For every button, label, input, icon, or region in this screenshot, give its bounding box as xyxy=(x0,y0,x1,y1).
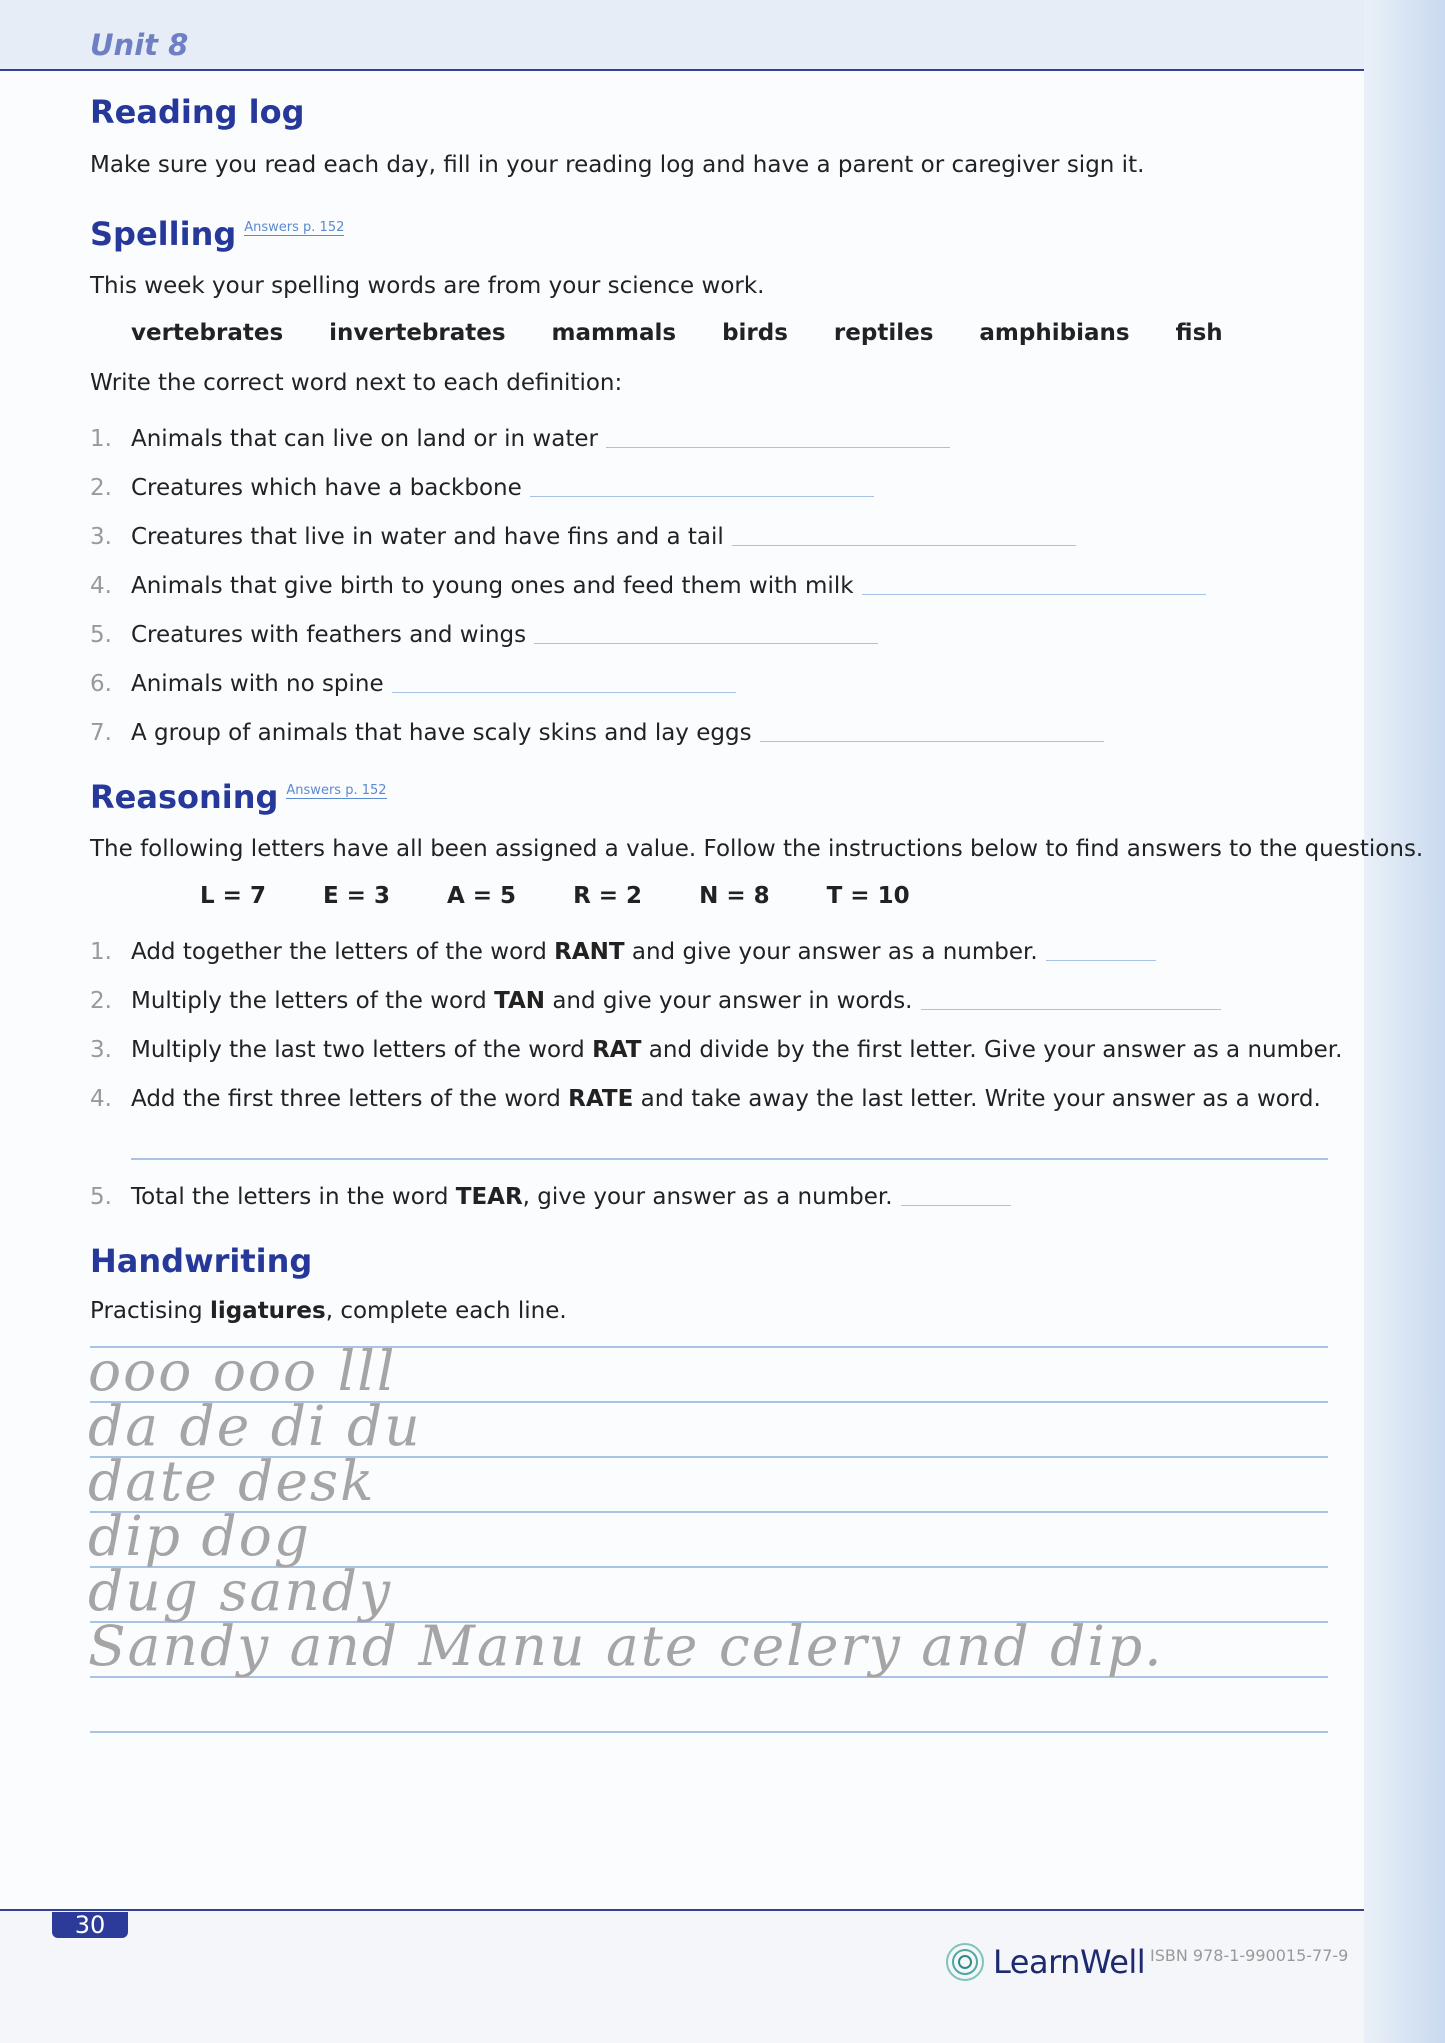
isbn: ISBN 978-1-990015-77-9 xyxy=(1150,1946,1349,1965)
spelling-instruction: Write the correct word next to each definition: xyxy=(90,370,623,396)
publisher-logo xyxy=(945,1942,1145,1982)
spelling-question xyxy=(90,720,1104,746)
letter-value: T = 10 xyxy=(826,883,910,909)
spelling-title: Spelling xyxy=(90,215,237,253)
spelling-word-list xyxy=(131,320,1269,346)
question-number: 1. xyxy=(90,426,112,452)
question-number: 4. xyxy=(90,1086,112,1112)
reasoning-question xyxy=(90,988,1221,1014)
question-word: TEAR xyxy=(455,1184,523,1210)
spelling-answers-link[interactable]: Answers p. 152 xyxy=(244,220,345,235)
header-band xyxy=(0,0,1445,70)
handwriting-line: Sandy and Manu ate celery and dip. xyxy=(88,1614,1164,1678)
handwriting-line: date desk xyxy=(88,1449,376,1513)
handwriting-line: da de di du xyxy=(88,1394,422,1458)
question-number: 5. xyxy=(90,1184,112,1210)
learnwell-swirl-icon xyxy=(945,1942,985,1982)
reasoning-question xyxy=(90,1184,1011,1210)
answer-line[interactable] xyxy=(606,446,950,448)
handwriting-heading: Handwriting xyxy=(90,1242,313,1280)
letter-value: E = 3 xyxy=(322,883,390,909)
question-word: RAT xyxy=(592,1037,642,1063)
question-number: 2. xyxy=(90,988,112,1014)
answer-line[interactable] xyxy=(530,495,874,497)
side-band xyxy=(1364,0,1445,2043)
handwriting-rule xyxy=(90,1731,1328,1733)
reasoning-answers-link[interactable]: Answers p. 152 xyxy=(286,783,387,798)
answer-line[interactable] xyxy=(1046,959,1156,961)
intro-pre: Practising xyxy=(90,1298,210,1324)
question-post: and give your answer as a number. xyxy=(624,939,1038,965)
handwriting-line: ooo ooo lll xyxy=(88,1339,397,1403)
question-post: and give your answer in words. xyxy=(545,988,913,1014)
question-number: 4. xyxy=(90,573,112,599)
letter-value: A = 5 xyxy=(446,883,517,909)
spelling-word: fish xyxy=(1175,320,1223,346)
question-pre: Add together the letters of the word xyxy=(131,939,555,965)
question-word: RANT xyxy=(554,939,625,965)
question-pre: Multiply the letters of the word xyxy=(131,988,495,1014)
answer-line[interactable] xyxy=(901,1204,1011,1206)
answer-line[interactable] xyxy=(534,642,878,644)
answer-line[interactable] xyxy=(760,740,1104,742)
reasoning-heading xyxy=(90,778,387,816)
handwriting-line: dip dog xyxy=(88,1504,312,1568)
spelling-question xyxy=(90,426,950,452)
spelling-word: birds xyxy=(722,320,788,346)
spelling-word: invertebrates xyxy=(329,320,506,346)
question-pre: Total the letters in the word xyxy=(131,1184,456,1210)
footer-rule xyxy=(0,1909,1364,1911)
answer-line[interactable] xyxy=(131,1158,1328,1160)
reasoning-question xyxy=(90,1086,1321,1112)
question-number: 3. xyxy=(90,1037,112,1063)
unit-title: Unit 8 xyxy=(90,28,189,62)
spelling-word: vertebrates xyxy=(131,320,284,346)
question-post: and take away the last letter. Write your answer as a word. xyxy=(633,1086,1321,1112)
question-number: 6. xyxy=(90,671,112,697)
spelling-word: reptiles xyxy=(833,320,934,346)
question-number: 2. xyxy=(90,475,112,501)
question-pre: Add the first three letters of the word xyxy=(131,1086,569,1112)
answer-line[interactable] xyxy=(392,691,736,693)
question-pre: Multiply the last two letters of the word xyxy=(131,1037,593,1063)
reading-log-text: Make sure you read each day, fill in your reading log and have a parent or caregiver sign it. xyxy=(90,152,1145,178)
question-number: 1. xyxy=(90,939,112,965)
spelling-question xyxy=(90,524,1076,550)
spelling-word: mammals xyxy=(551,320,677,346)
letter-values xyxy=(200,883,967,909)
letter-value: R = 2 xyxy=(573,883,643,909)
intro-post: , complete each line. xyxy=(325,1298,567,1324)
reading-log-heading: Reading log xyxy=(90,93,305,131)
reasoning-question xyxy=(90,939,1156,965)
brand-name: LearnWell xyxy=(993,1943,1146,1981)
page-number: 30 xyxy=(52,1912,128,1938)
footer-band xyxy=(0,1910,1364,2043)
answer-line[interactable] xyxy=(921,1008,1221,1010)
spelling-question xyxy=(90,671,736,697)
letter-value: N = 8 xyxy=(699,883,770,909)
answer-line[interactable] xyxy=(862,593,1206,595)
reasoning-title: Reasoning xyxy=(90,778,279,816)
spelling-question xyxy=(90,622,878,648)
reasoning-question xyxy=(90,1037,1342,1063)
spelling-intro: This week your spelling words are from your science work. xyxy=(90,273,765,299)
spelling-word: amphibians xyxy=(979,320,1130,346)
spelling-question xyxy=(90,475,874,501)
handwriting-line: dug sandy xyxy=(88,1559,393,1623)
question-post: , give your answer as a number. xyxy=(522,1184,893,1210)
intro-bold: ligatures xyxy=(209,1298,326,1324)
question-text: A group of animals that have scaly skins and lay eggs xyxy=(131,720,752,746)
letter-value: L = 7 xyxy=(200,883,266,909)
reasoning-intro: The following letters have all been assigned a value. Follow the instructions below to find answers to the questions. xyxy=(90,836,1424,862)
question-text: Animals with no spine xyxy=(131,671,384,697)
question-text: Creatures which have a backbone xyxy=(131,475,522,501)
question-number: 3. xyxy=(90,524,112,550)
question-number: 7. xyxy=(90,720,112,746)
question-post: and divide by the first letter. Give your answer as a number. xyxy=(641,1037,1343,1063)
handwriting-intro xyxy=(90,1298,567,1324)
spelling-heading xyxy=(90,215,344,253)
question-word: TAN xyxy=(494,988,546,1014)
spelling-question xyxy=(90,573,1206,599)
question-text: Creatures that live in water and have fins and a tail xyxy=(131,524,724,550)
question-text: Animals that can live on land or in water xyxy=(131,426,598,452)
question-text: Creatures with feathers and wings xyxy=(131,622,527,648)
header-rule xyxy=(0,69,1364,71)
question-number: 5. xyxy=(90,622,112,648)
question-text: Animals that give birth to young ones and feed them with milk xyxy=(131,573,854,599)
question-word: RATE xyxy=(568,1086,634,1112)
answer-line[interactable] xyxy=(732,544,1076,546)
